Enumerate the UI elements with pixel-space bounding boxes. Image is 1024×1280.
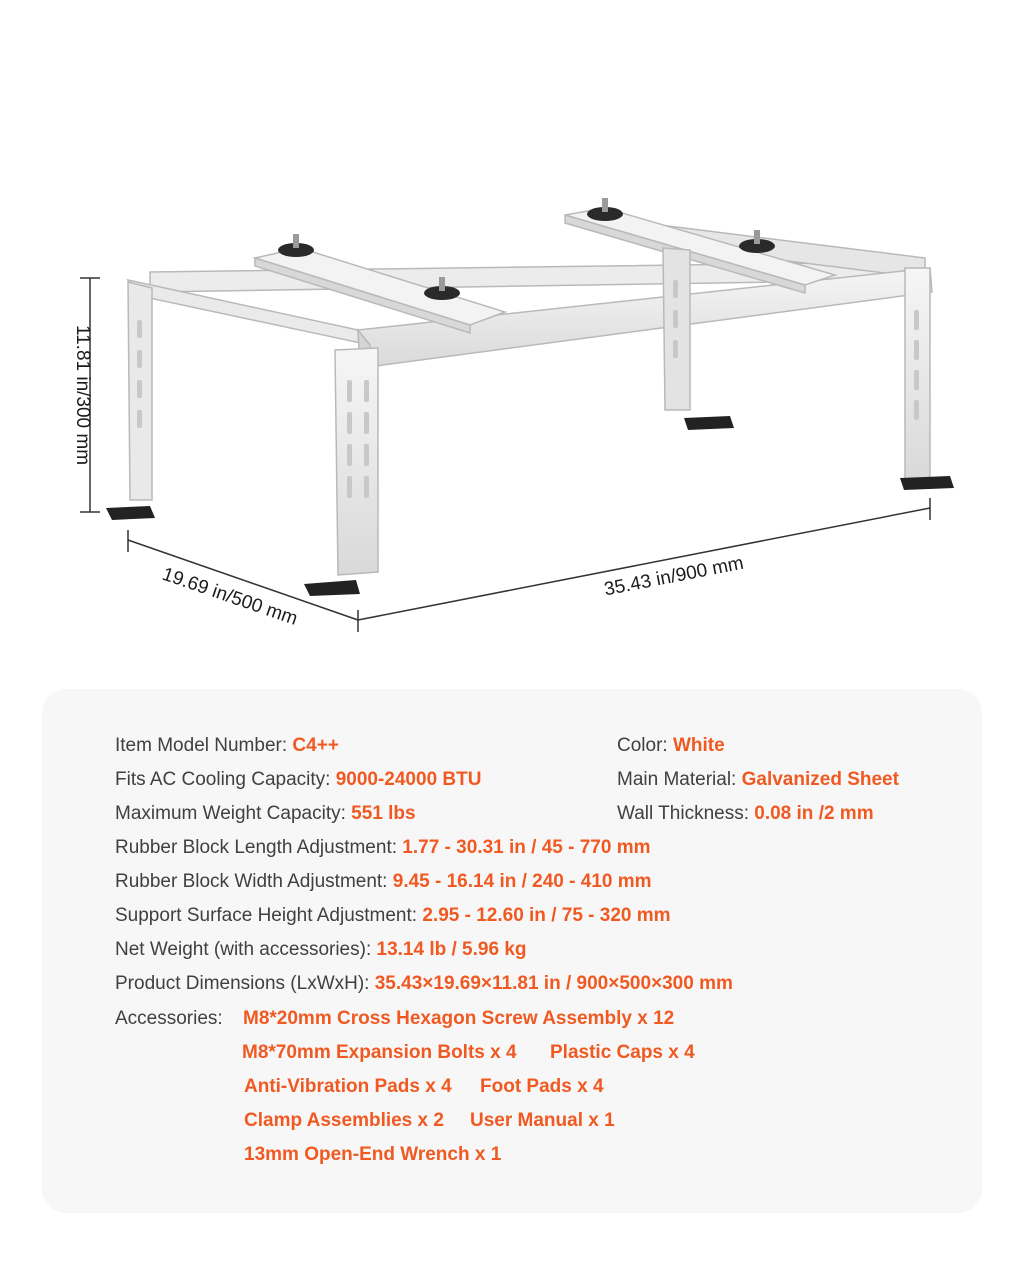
spec-length-adjustment: Rubber Block Length Adjustment: 1.77 - 30.31 in / 45 - 770 mm	[115, 837, 651, 858]
spec-net-weight: Net Weight (with accessories): 13.14 lb / 5.96 kg	[115, 939, 527, 960]
accessory-item: Anti-Vibration Pads x 4	[244, 1076, 452, 1097]
spec-height-adjustment: Support Surface Height Adjustment: 2.95 - 12.60 in / 75 - 320 mm	[115, 905, 671, 926]
spec-color: Color: White	[617, 735, 725, 756]
accessory-item: Plastic Caps x 4	[550, 1042, 695, 1063]
spec-max-weight: Maximum Weight Capacity: 551 lbs	[115, 803, 416, 824]
length-dimension-label: 35.43 in/900 mm	[602, 552, 746, 601]
spec-model: Item Model Number: C4++	[115, 735, 339, 756]
accessory-item: Clamp Assemblies x 2	[244, 1110, 444, 1131]
accessory-item: M8*70mm Expansion Bolts x 4	[242, 1042, 517, 1063]
spec-width-adjustment: Rubber Block Width Adjustment: 9.45 - 16.14 in / 240 - 410 mm	[115, 871, 652, 892]
spec-accessories-label: Accessories:	[115, 1008, 223, 1029]
height-dimension-label: 11.81 in/300 mm	[72, 324, 93, 466]
accessory-item: User Manual x 1	[470, 1110, 615, 1131]
foot-pads	[106, 416, 954, 596]
accessory-item: M8*20mm Cross Hexagon Screw Assembly x 12	[243, 1008, 675, 1029]
spec-material: Main Material: Galvanized Sheet	[617, 769, 899, 790]
depth-dimension-label: 19.69 in/500 mm	[159, 563, 301, 630]
spec-capacity: Fits AC Cooling Capacity: 9000-24000 BTU	[115, 769, 482, 790]
spec-product-dimensions: Product Dimensions (LxWxH): 35.43×19.69×11.81 in / 900×500×300 mm	[115, 973, 733, 994]
accessory-item: Foot Pads x 4	[480, 1076, 604, 1097]
stand-frame	[128, 208, 932, 575]
accessory-item: 13mm Open-End Wrench x 1	[244, 1144, 502, 1165]
spec-card	[42, 689, 982, 1213]
spec-wall-thickness: Wall Thickness: 0.08 in /2 mm	[617, 803, 874, 824]
